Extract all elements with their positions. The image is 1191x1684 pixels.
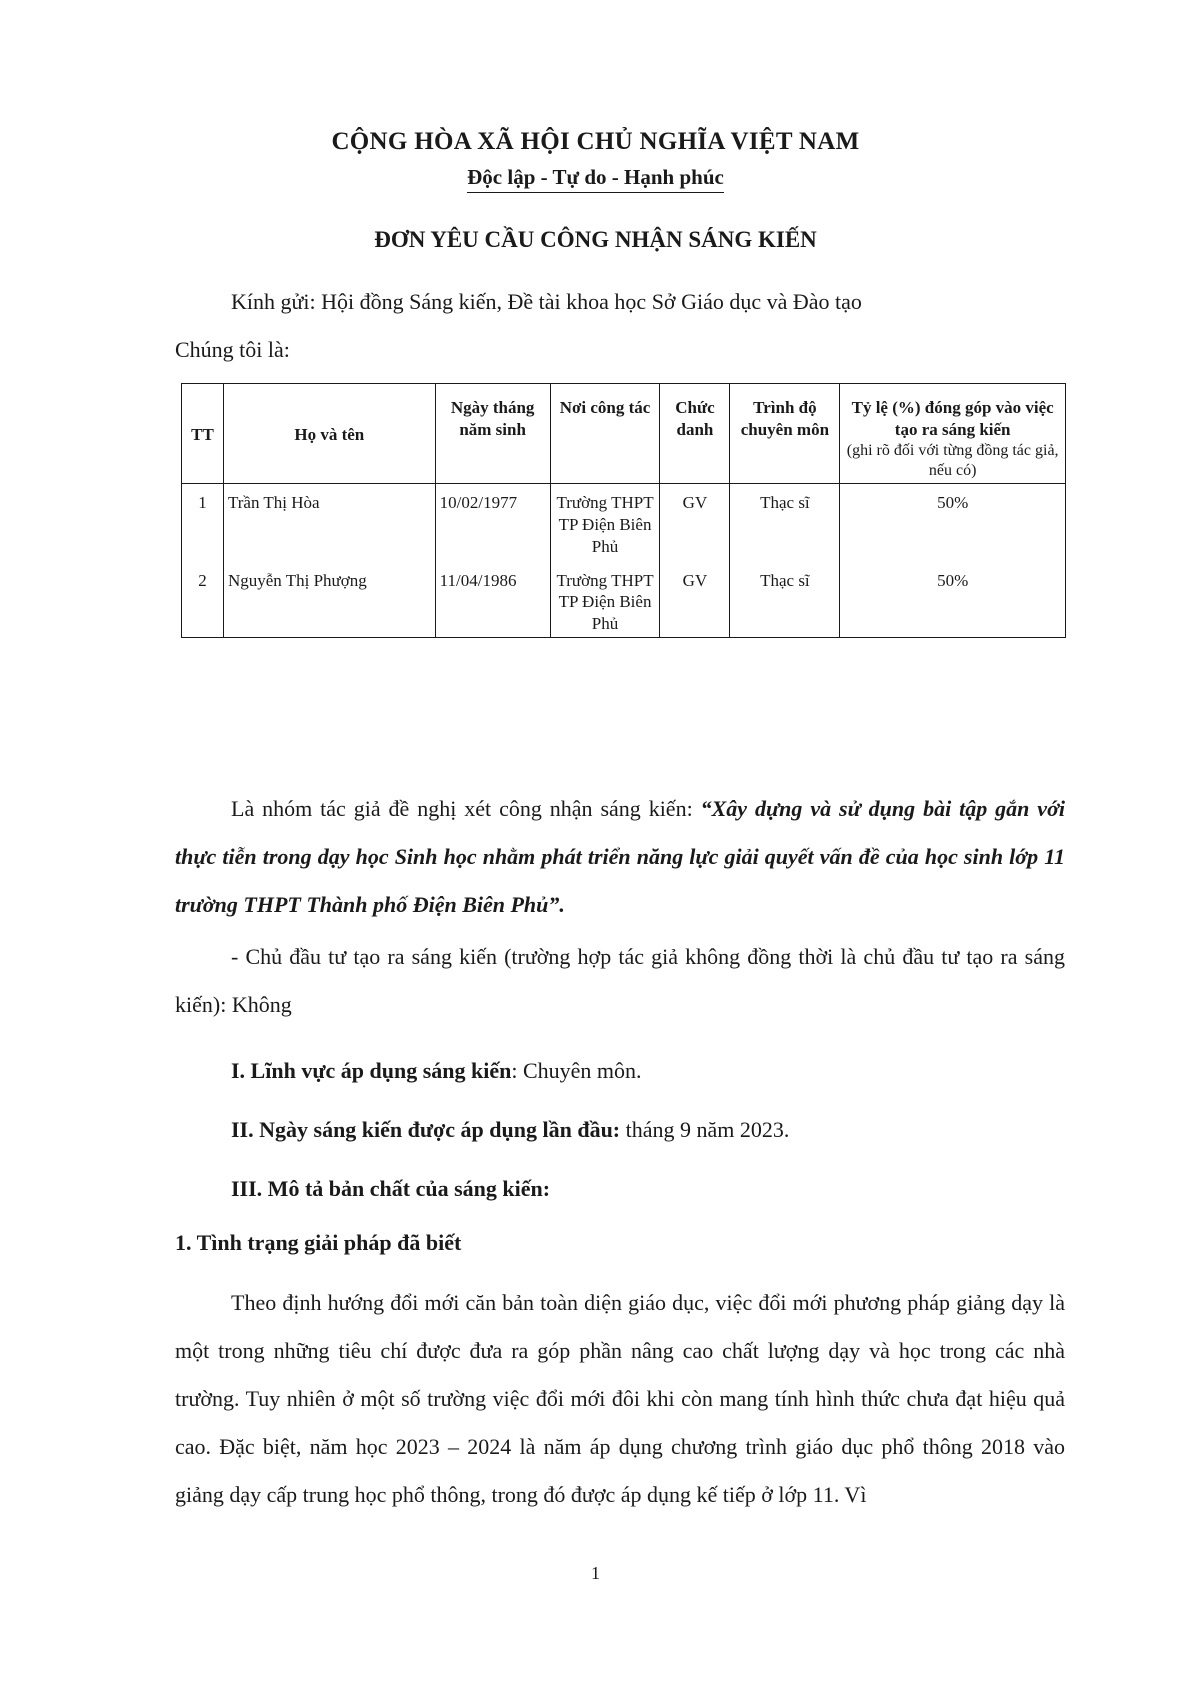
document-title: ĐƠN YÊU CẦU CÔNG NHẬN SÁNG KIẾN	[374, 227, 817, 252]
header-workplace: Nơi công tác	[550, 384, 660, 484]
initiative-title: “Xây dựng và sử dụng bài tập gắn với thực tiễn trong dạy học Sinh học nhằm phát triển năng lực giải quyết vấn đề của học sinh lớp 11 trường THPT Thành phố Điện Biên Phủ”.	[175, 796, 1065, 917]
cell-dob: 11/04/1986	[435, 560, 550, 638]
investor-paragraph: - Chủ đầu tư tạo ra sáng kiến (trường hợp tác giả không đồng thời là chủ đầu tư tạo ra sáng kiến): Không	[175, 944, 1065, 1017]
intro-text: Chúng tôi là:	[175, 337, 290, 362]
cell-tt: 2	[182, 560, 224, 638]
subsection-1-heading: 1. Tình trạng giải pháp đã biết	[175, 1230, 462, 1255]
national-motto: Độc lập - Tự do - Hạnh phúc	[0, 165, 1191, 193]
cell-degree: Thạc sĩ	[730, 560, 840, 638]
table-header-row	[182, 384, 1066, 484]
proposal-paragraph: Là nhóm tác giả đề nghị xét công nhận sáng kiến: “Xây dựng và sử dụng bài tập gắn với thực tiễn trong dạy học Sinh học nhằm phát triển năng lực giải quyết vấn đề của học sinh lớp 11 trường THPT Thành phố Điện Biên Phủ”.	[175, 796, 1065, 917]
cell-position: GV	[660, 484, 730, 560]
cell-tt: 1	[182, 484, 224, 560]
cell-name: Trần Thị Hòa	[223, 484, 435, 560]
cell-name: Nguyễn Thị Phượng	[223, 560, 435, 638]
header-dob: Ngày tháng năm sinh	[435, 384, 550, 484]
body-paragraph: Theo định hướng đổi mới căn bản toàn diện giáo dục, việc đổi mới phương pháp giảng dạy là một trong những tiêu chí được đưa ra góp phần nâng cao chất lượng dạy và học trong các nhà trường. Tuy nhiên ở một số trường việc đổi mới đôi khi còn mang tính hình thức chưa đạt hiệu quả cao. Đặc biệt, năm học 2023 – 2024 là năm áp dụng chương trình giáo dục phổ thông 2018 vào giảng dạy cấp trung học phổ thông, trong đó được áp dụng kế tiếp ở lớp 11. Vì	[175, 1290, 1065, 1507]
header-position: Chức danh	[660, 384, 730, 484]
header-name: Họ và tên	[223, 384, 435, 484]
cell-position: GV	[660, 560, 730, 638]
header-degree: Trình độ chuyên môn	[730, 384, 840, 484]
salutation: Kính gửi: Hội đồng Sáng kiến, Đề tài khoa học Sở Giáo dục và Đào tạo	[231, 289, 862, 314]
cell-contribution: 50%	[840, 560, 1066, 638]
section-2: II. Ngày sáng kiến được áp dụng lần đầu: tháng 9 năm 2023.	[231, 1117, 790, 1142]
header-contribution: Tỷ lệ (%) đóng góp vào việc tạo ra sáng kiến (ghi rõ đối với từng đồng tác giả, nếu có)	[840, 384, 1066, 484]
header-contribution-note: (ghi rõ đối với từng đồng tác giả, nếu có)	[846, 441, 1059, 479]
section-1: I. Lĩnh vực áp dụng sáng kiến: Chuyên môn.	[231, 1058, 642, 1083]
page-number: 1	[591, 1563, 600, 1583]
table-row	[182, 484, 1066, 560]
section-3-heading: III. Mô tả bản chất của sáng kiến:	[231, 1176, 551, 1201]
cell-dob: 10/02/1977	[435, 484, 550, 560]
cell-workplace: Trường THPT TP Điện Biên Phủ	[550, 560, 660, 638]
authors-table	[181, 383, 1066, 638]
cell-workplace: Trường THPT TP Điện Biên Phủ	[550, 484, 660, 560]
country-name: CỘNG HÒA XÃ HỘI CHỦ NGHĨA VIỆT NAM	[331, 128, 860, 155]
cell-degree: Thạc sĩ	[730, 484, 840, 560]
table-row	[182, 560, 1066, 638]
header-tt: TT	[182, 384, 224, 484]
cell-contribution: 50%	[840, 484, 1066, 560]
